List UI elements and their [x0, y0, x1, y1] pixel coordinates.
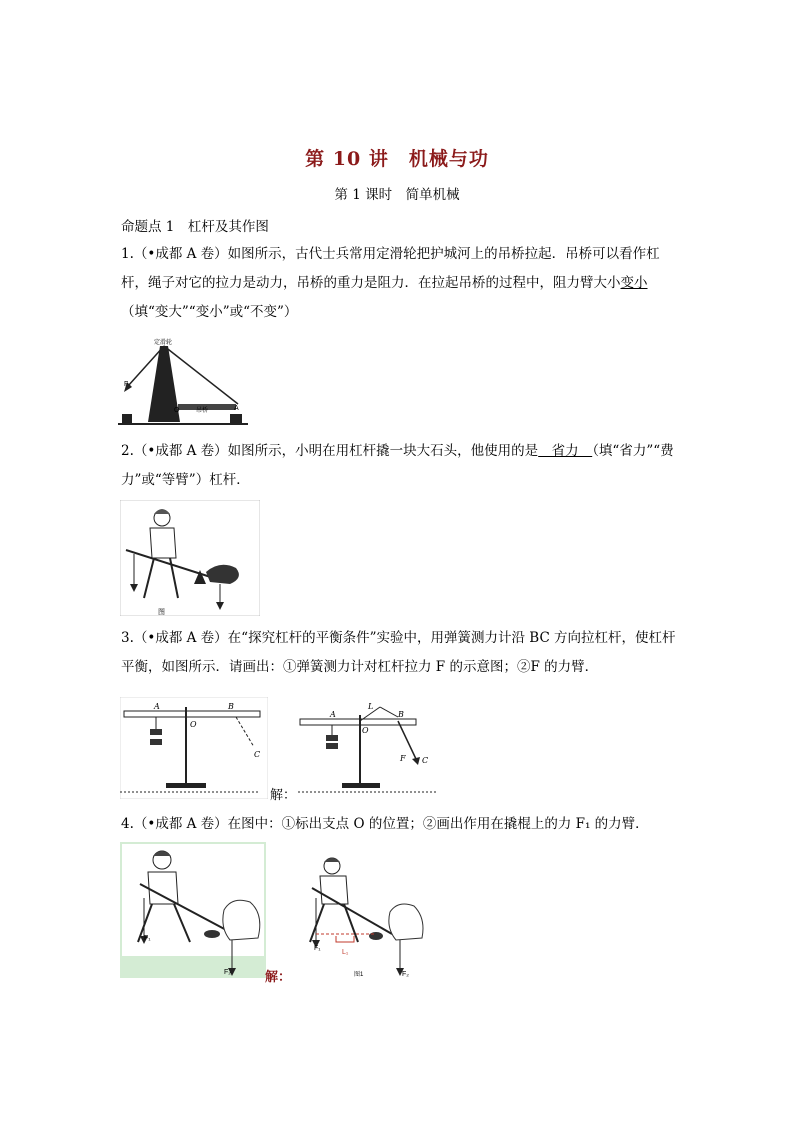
point-b-label-answer: B [398, 710, 404, 719]
arm-l-label: L [368, 702, 374, 711]
force-f-label: F [400, 754, 406, 763]
force-f1-label: F₁ [144, 935, 151, 942]
question-1 [121, 240, 681, 327]
page-title: 第 10 讲 机械与功 [305, 148, 489, 170]
question-1-hint: （填“变大”“变小”或“不变”） [121, 304, 298, 320]
question-4-solution-label: 解： [265, 970, 292, 985]
point-c-label-answer: C [422, 756, 429, 765]
pivot-o-label: O [190, 720, 197, 729]
lever-rock-caption: 图 [158, 609, 165, 616]
force-f2-label: F₂ [224, 969, 231, 976]
pivot-label: O [174, 407, 180, 414]
answer-l1-label: L₁ [342, 949, 349, 956]
question-2-answer: 省力 [538, 443, 593, 459]
answer-f2-label: F₂ [402, 971, 409, 978]
balance-answer-figure [298, 697, 438, 797]
pivot-o-label-answer: O [362, 726, 369, 735]
question-2-text: 2.（•成都 A 卷）如图所示，小明在用杠杆撬一块大石头，他使用的是 [121, 443, 539, 459]
question-4-text: 4.（•成都 A 卷）在图中：①标出支点 O 的位置；②画出作用在撬棍上的力 F₁ 的力臂． [121, 816, 649, 832]
question-2 [121, 437, 681, 495]
question-3-text: 3.（•成都 A 卷）在“探究杠杆的平衡条件”实验中，用弹簧测力计沿 BC 方向拉杠杆，使杠杆平衡，如图所示．请画出：①弹簧测力计对杠杆拉力 F 的示意图；②F 的力臂． [121, 630, 676, 675]
answer-figure-caption: 图1 [354, 972, 364, 978]
question-3-solution-label: 解： [270, 788, 297, 803]
crowbar-answer-figure [296, 842, 426, 978]
question-3 [121, 624, 681, 682]
force-label: F [124, 381, 129, 388]
point-a-label-answer: A [330, 710, 336, 719]
end-label: A [234, 405, 239, 412]
answer-f1-label: F₁ [314, 945, 321, 952]
question-2-hint: （填“省力”“费力”或“等臂”）杠杆． [121, 443, 674, 488]
drawbridge-figure [118, 336, 248, 428]
page-subtitle: 第 1 课时 简单机械 [334, 187, 460, 203]
question-4 [121, 810, 681, 839]
bridge-label: 吊桥 [196, 408, 209, 414]
balance-experiment-figure [120, 697, 268, 799]
section-heading: 命题点 1 杠杆及其作图 [121, 219, 269, 235]
question-1-text: 1.（•成都 A 卷）如图所示，古代士兵常用定滑轮把护城河上的吊桥拉起．吊桥可以看作杠杆，绳子对它的拉力是动力，吊桥的重力是阻力．在拉起吊桥的过程中，阻力臂大小 [121, 246, 660, 291]
point-c-label: C [254, 750, 261, 759]
pulley-label: 定滑轮 [154, 340, 173, 346]
question-1-answer: 变小 [620, 275, 648, 291]
crowbar-figure [120, 842, 266, 978]
point-b-label: B [228, 702, 234, 711]
point-a-label: A [154, 702, 160, 711]
lever-rock-figure [120, 500, 260, 616]
